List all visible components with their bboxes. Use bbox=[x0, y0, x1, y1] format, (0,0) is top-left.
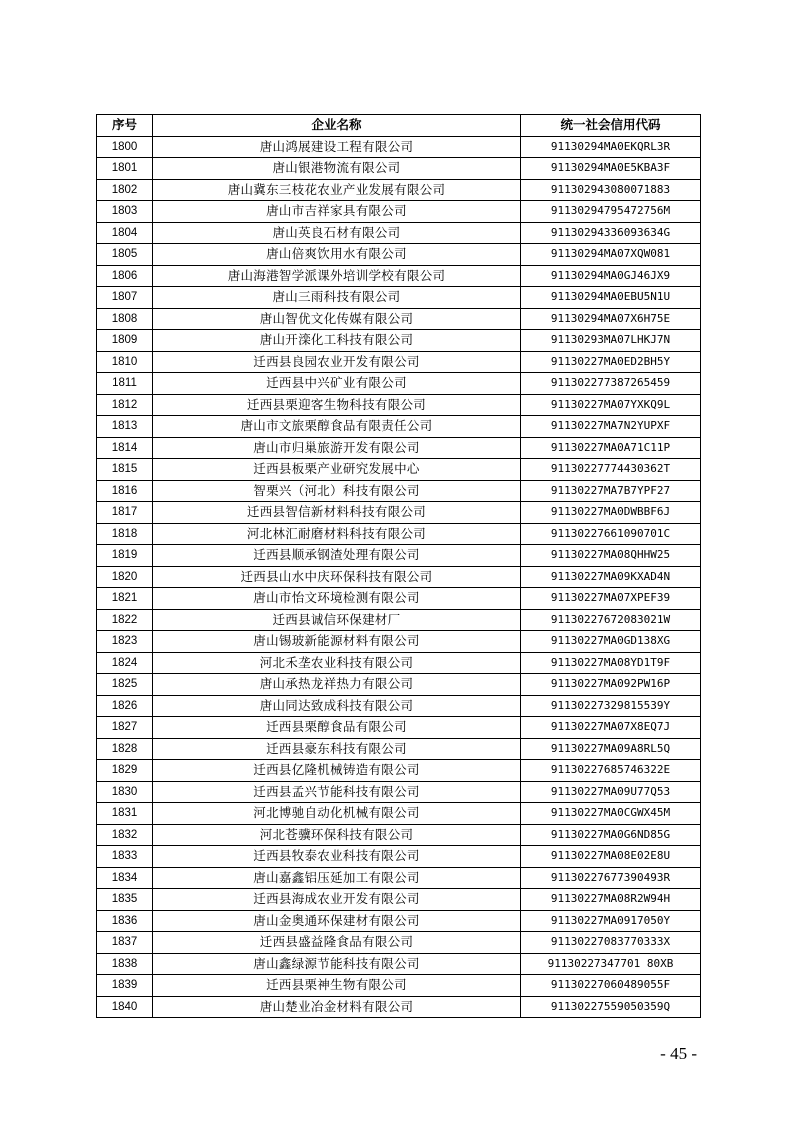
serial-number-cell: 1809 bbox=[97, 330, 153, 352]
table-body bbox=[97, 136, 701, 1018]
company-name-cell: 唐山银港物流有限公司 bbox=[153, 158, 521, 180]
credit-code-cell: 91130227MA0ED2BH5Y bbox=[521, 351, 701, 373]
table-row bbox=[97, 953, 701, 975]
table-row bbox=[97, 975, 701, 997]
serial-number-cell: 1824 bbox=[97, 652, 153, 674]
table-row bbox=[97, 932, 701, 954]
credit-code-cell: 91130294MA0EKQRL3R bbox=[521, 136, 701, 158]
company-name-cell: 唐山开滦化工科技有限公司 bbox=[153, 330, 521, 352]
table-row bbox=[97, 459, 701, 481]
table-row bbox=[97, 803, 701, 825]
credit-code-cell: 91130227347701 80XB bbox=[521, 953, 701, 975]
table-row bbox=[97, 695, 701, 717]
serial-number-cell: 1840 bbox=[97, 996, 153, 1018]
table-row bbox=[97, 609, 701, 631]
table-header-row bbox=[97, 115, 701, 137]
credit-code-cell: 91130227MA0A71C11P bbox=[521, 437, 701, 459]
serial-number-cell: 1829 bbox=[97, 760, 153, 782]
enterprise-table bbox=[96, 114, 701, 1018]
table-row bbox=[97, 179, 701, 201]
credit-code-cell: 91130227MA0GD138XG bbox=[521, 631, 701, 653]
credit-code-cell: 91130227MA07X8EQ7J bbox=[521, 717, 701, 739]
credit-code-cell: 91130227MA0G6ND85G bbox=[521, 824, 701, 846]
company-name-cell: 唐山锡玻新能源材料有限公司 bbox=[153, 631, 521, 653]
serial-number-cell: 1812 bbox=[97, 394, 153, 416]
serial-number-cell: 1839 bbox=[97, 975, 153, 997]
table-row bbox=[97, 136, 701, 158]
credit-code-cell: 91130227329815539Y bbox=[521, 695, 701, 717]
table-row bbox=[97, 545, 701, 567]
credit-code-cell: 91130227MA08E02E8U bbox=[521, 846, 701, 868]
serial-number-cell: 1810 bbox=[97, 351, 153, 373]
table-row bbox=[97, 652, 701, 674]
company-name-cell: 唐山市怡文环境检测有限公司 bbox=[153, 588, 521, 610]
credit-code-cell: 91130227MA07XPEF39 bbox=[521, 588, 701, 610]
table-row bbox=[97, 351, 701, 373]
credit-code-cell: 91130227MA092PW16P bbox=[521, 674, 701, 696]
serial-number-cell: 1813 bbox=[97, 416, 153, 438]
serial-number-cell: 1800 bbox=[97, 136, 153, 158]
company-name-cell: 迁西县栗神生物有限公司 bbox=[153, 975, 521, 997]
table-row bbox=[97, 781, 701, 803]
credit-code-cell: 91130294795472756M bbox=[521, 201, 701, 223]
serial-number-cell: 1838 bbox=[97, 953, 153, 975]
serial-number-cell: 1822 bbox=[97, 609, 153, 631]
header-serial-number: 序号 bbox=[97, 115, 153, 137]
table-row bbox=[97, 265, 701, 287]
company-name-cell: 迁西县诚信环保建材厂 bbox=[153, 609, 521, 631]
table-row bbox=[97, 846, 701, 868]
serial-number-cell: 1830 bbox=[97, 781, 153, 803]
company-name-cell: 唐山三雨科技有限公司 bbox=[153, 287, 521, 309]
company-name-cell: 唐山嘉鑫铝压延加工有限公司 bbox=[153, 867, 521, 889]
serial-number-cell: 1808 bbox=[97, 308, 153, 330]
company-name-cell: 迁西县智信新材料科技有限公司 bbox=[153, 502, 521, 524]
table-row bbox=[97, 867, 701, 889]
company-name-cell: 河北林汇耐磨材料科技有限公司 bbox=[153, 523, 521, 545]
table-row bbox=[97, 674, 701, 696]
serial-number-cell: 1804 bbox=[97, 222, 153, 244]
table-row bbox=[97, 889, 701, 911]
company-name-cell: 唐山鑫绿源节能科技有限公司 bbox=[153, 953, 521, 975]
serial-number-cell: 1836 bbox=[97, 910, 153, 932]
table-row bbox=[97, 738, 701, 760]
header-company-name: 企业名称 bbox=[153, 115, 521, 137]
serial-number-cell: 1802 bbox=[97, 179, 153, 201]
table-row bbox=[97, 222, 701, 244]
table-row bbox=[97, 416, 701, 438]
company-name-cell: 迁西县豪东科技有限公司 bbox=[153, 738, 521, 760]
table-row bbox=[97, 523, 701, 545]
page-number: - 45 - bbox=[660, 1044, 697, 1063]
serial-number-cell: 1807 bbox=[97, 287, 153, 309]
company-name-cell: 河北苍骥环保科技有限公司 bbox=[153, 824, 521, 846]
credit-code-cell: 91130227672083021W bbox=[521, 609, 701, 631]
table-row bbox=[97, 760, 701, 782]
company-name-cell: 迁西县中兴矿业有限公司 bbox=[153, 373, 521, 395]
company-name-cell: 唐山冀东三枝花农业产业发展有限公司 bbox=[153, 179, 521, 201]
serial-number-cell: 1831 bbox=[97, 803, 153, 825]
serial-number-cell: 1835 bbox=[97, 889, 153, 911]
serial-number-cell: 1803 bbox=[97, 201, 153, 223]
table-row bbox=[97, 910, 701, 932]
table-row bbox=[97, 824, 701, 846]
credit-code-cell: 911302277387265459 bbox=[521, 373, 701, 395]
credit-code-cell: 91130227MA09U77Q53 bbox=[521, 781, 701, 803]
serial-number-cell: 1821 bbox=[97, 588, 153, 610]
credit-code-cell: 91130227774430362T bbox=[521, 459, 701, 481]
serial-number-cell: 1820 bbox=[97, 566, 153, 588]
company-name-cell: 唐山英良石材有限公司 bbox=[153, 222, 521, 244]
company-name-cell: 唐山楚业冶金材料有限公司 bbox=[153, 996, 521, 1018]
serial-number-cell: 1834 bbox=[97, 867, 153, 889]
credit-code-cell: 91130227083770333X bbox=[521, 932, 701, 954]
serial-number-cell: 1805 bbox=[97, 244, 153, 266]
table-row bbox=[97, 437, 701, 459]
company-name-cell: 唐山市归巢旅游开发有限公司 bbox=[153, 437, 521, 459]
table-row bbox=[97, 502, 701, 524]
company-name-cell: 迁西县牧泰农业科技有限公司 bbox=[153, 846, 521, 868]
company-name-cell: 迁西县栗迎客生物科技有限公司 bbox=[153, 394, 521, 416]
table-row bbox=[97, 244, 701, 266]
serial-number-cell: 1819 bbox=[97, 545, 153, 567]
table-row bbox=[97, 201, 701, 223]
credit-code-cell: 91130227685746322E bbox=[521, 760, 701, 782]
credit-code-cell: 91130294MA0E5KBA3F bbox=[521, 158, 701, 180]
table-row bbox=[97, 996, 701, 1018]
credit-code-cell: 91130294MA0EBU5N1U bbox=[521, 287, 701, 309]
company-name-cell: 唐山海港智学派课外培训学校有限公司 bbox=[153, 265, 521, 287]
serial-number-cell: 1827 bbox=[97, 717, 153, 739]
serial-number-cell: 1837 bbox=[97, 932, 153, 954]
table-row bbox=[97, 717, 701, 739]
company-name-cell: 迁西县亿隆机械铸造有限公司 bbox=[153, 760, 521, 782]
company-name-cell: 河北禾垄农业科技有限公司 bbox=[153, 652, 521, 674]
company-name-cell: 迁西县良园农业开发有限公司 bbox=[153, 351, 521, 373]
credit-code-cell: 91130227MA07YXKQ9L bbox=[521, 394, 701, 416]
serial-number-cell: 1823 bbox=[97, 631, 153, 653]
table-row bbox=[97, 158, 701, 180]
credit-code-cell: 91130227MA09KXAD4N bbox=[521, 566, 701, 588]
serial-number-cell: 1825 bbox=[97, 674, 153, 696]
company-name-cell: 迁西县板栗产业研究发展中心 bbox=[153, 459, 521, 481]
credit-code-cell: 91130227677390493R bbox=[521, 867, 701, 889]
table-row bbox=[97, 480, 701, 502]
serial-number-cell: 1832 bbox=[97, 824, 153, 846]
table-row bbox=[97, 308, 701, 330]
serial-number-cell: 1818 bbox=[97, 523, 153, 545]
table-row bbox=[97, 287, 701, 309]
company-name-cell: 唐山鸿展建设工程有限公司 bbox=[153, 136, 521, 158]
company-name-cell: 迁西县顺承钢渣处理有限公司 bbox=[153, 545, 521, 567]
table-row bbox=[97, 373, 701, 395]
credit-code-cell: 91130227559050359Q bbox=[521, 996, 701, 1018]
serial-number-cell: 1815 bbox=[97, 459, 153, 481]
serial-number-cell: 1828 bbox=[97, 738, 153, 760]
company-name-cell: 迁西县盛益隆食品有限公司 bbox=[153, 932, 521, 954]
credit-code-cell: 91130294336093634G bbox=[521, 222, 701, 244]
serial-number-cell: 1806 bbox=[97, 265, 153, 287]
credit-code-cell: 911302943080071883 bbox=[521, 179, 701, 201]
credit-code-cell: 91130227060489055F bbox=[521, 975, 701, 997]
company-name-cell: 智栗兴（河北）科技有限公司 bbox=[153, 480, 521, 502]
company-name-cell: 唐山智优文化传媒有限公司 bbox=[153, 308, 521, 330]
header-credit-code: 统一社会信用代码 bbox=[521, 115, 701, 137]
company-name-cell: 河北博驰自动化机械有限公司 bbox=[153, 803, 521, 825]
company-name-cell: 迁西县孟兴节能科技有限公司 bbox=[153, 781, 521, 803]
company-name-cell: 唐山金奥通环保建材有限公司 bbox=[153, 910, 521, 932]
serial-number-cell: 1801 bbox=[97, 158, 153, 180]
table-row bbox=[97, 631, 701, 653]
credit-code-cell: 91130227MA0CGWX45M bbox=[521, 803, 701, 825]
credit-code-cell: 91130294MA07X6H75E bbox=[521, 308, 701, 330]
serial-number-cell: 1817 bbox=[97, 502, 153, 524]
company-name-cell: 唐山倍爽饮用水有限公司 bbox=[153, 244, 521, 266]
company-name-cell: 迁西县海成农业开发有限公司 bbox=[153, 889, 521, 911]
credit-code-cell: 91130293MA07LHKJ7N bbox=[521, 330, 701, 352]
serial-number-cell: 1816 bbox=[97, 480, 153, 502]
credit-code-cell: 91130294MA0GJ46JX9 bbox=[521, 265, 701, 287]
credit-code-cell: 91130227MA7N2YUPXF bbox=[521, 416, 701, 438]
serial-number-cell: 1833 bbox=[97, 846, 153, 868]
credit-code-cell: 91130227MA08QHHW25 bbox=[521, 545, 701, 567]
credit-code-cell: 91130227MA09A8RL5Q bbox=[521, 738, 701, 760]
table-row bbox=[97, 566, 701, 588]
company-name-cell: 唐山同达致成科技有限公司 bbox=[153, 695, 521, 717]
company-name-cell: 迁西县栗醇食品有限公司 bbox=[153, 717, 521, 739]
credit-code-cell: 91130227MA0DWBBF6J bbox=[521, 502, 701, 524]
company-name-cell: 迁西县山水中庆环保科技有限公司 bbox=[153, 566, 521, 588]
serial-number-cell: 1811 bbox=[97, 373, 153, 395]
credit-code-cell: 91130227MA08R2W94H bbox=[521, 889, 701, 911]
credit-code-cell: 91130227MA7B7YPF27 bbox=[521, 480, 701, 502]
credit-code-cell: 91130294MA07XQW081 bbox=[521, 244, 701, 266]
company-name-cell: 唐山市文旅栗醇食品有限责任公司 bbox=[153, 416, 521, 438]
serial-number-cell: 1814 bbox=[97, 437, 153, 459]
credit-code-cell: 91130227MA0917050Y bbox=[521, 910, 701, 932]
company-name-cell: 唐山市吉祥家具有限公司 bbox=[153, 201, 521, 223]
table-row bbox=[97, 588, 701, 610]
serial-number-cell: 1826 bbox=[97, 695, 153, 717]
table-row bbox=[97, 394, 701, 416]
company-name-cell: 唐山承热龙祥热力有限公司 bbox=[153, 674, 521, 696]
credit-code-cell: 91130227661090701C bbox=[521, 523, 701, 545]
table-row bbox=[97, 330, 701, 352]
credit-code-cell: 91130227MA08YD1T9F bbox=[521, 652, 701, 674]
